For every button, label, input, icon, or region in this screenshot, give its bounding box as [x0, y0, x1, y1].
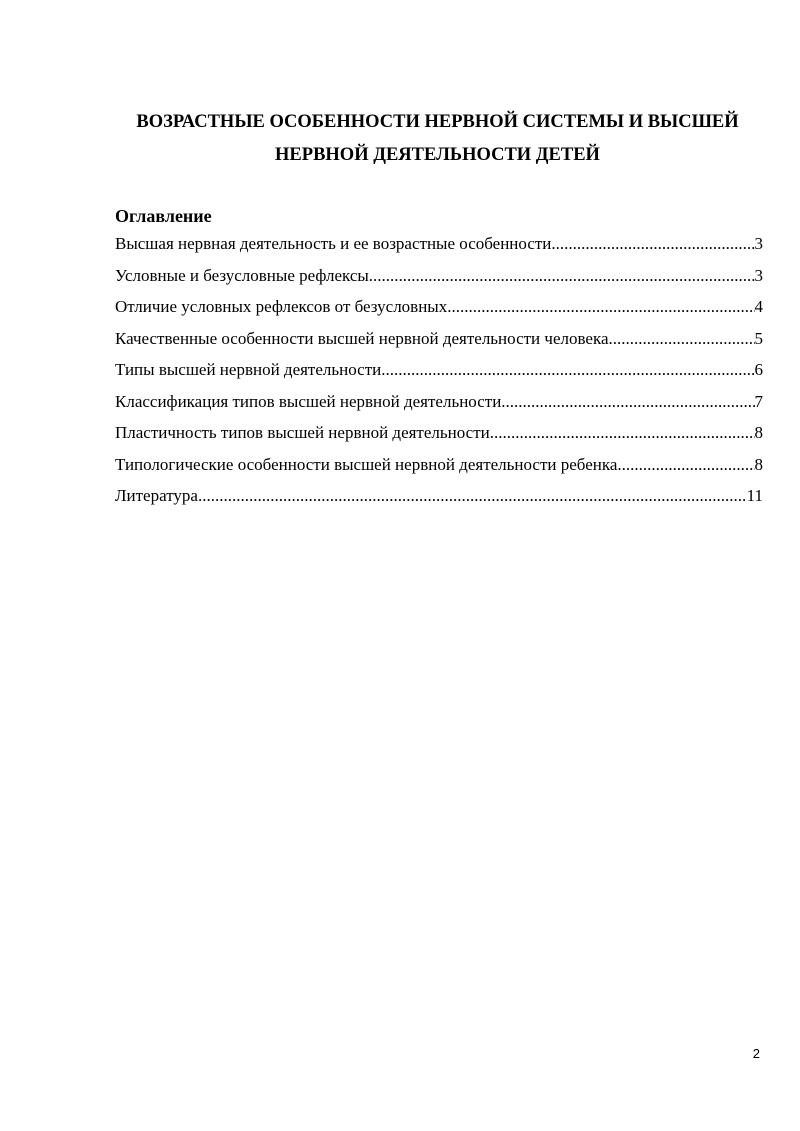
toc-entry[interactable] — [115, 228, 763, 260]
toc-entry-page: 11 — [746, 486, 763, 505]
toc-entry-title: Литература — [115, 486, 198, 505]
toc-entry-page: 8 — [754, 454, 763, 474]
toc-dot-leader — [198, 480, 747, 512]
toc-dot-leader — [381, 354, 754, 386]
toc-entry-title: Высшая нервная деятельность и ее возрастные особенности — [115, 234, 552, 253]
toc-entry-title: Качественные особенности высшей нервной деятельности человека — [115, 328, 609, 348]
toc-entry[interactable] — [115, 417, 763, 449]
toc-entry-title: Классификация типов высшей нервной деятельности — [115, 391, 502, 411]
toc-entry[interactable] — [115, 386, 763, 418]
toc-dot-leader — [609, 323, 755, 355]
toc-dot-leader — [369, 260, 755, 292]
document-title-line-1: ВОЗРАСТНЫЕ ОСОБЕННОСТИ НЕРВНОЙ СИСТЕМЫ И ВЫСШЕЙ — [136, 112, 739, 132]
toc-entry-page: 3 — [754, 234, 763, 253]
toc-entry-title: Отличие условных рефлексов от безусловных — [115, 297, 448, 316]
toc-entry[interactable] — [115, 291, 763, 323]
toc-entry-title: Условные и безусловные рефлексы — [115, 265, 369, 285]
toc-dot-leader — [490, 417, 755, 449]
document-title-line-2: НЕРВНОЙ ДЕЯТЕЛЬНОСТИ ДЕТЕЙ — [275, 145, 600, 165]
toc-entry-page: 5 — [754, 328, 763, 348]
toc-entry-title: Типы высшей нервной деятельности — [115, 360, 382, 379]
table-of-contents — [115, 228, 763, 512]
toc-entry[interactable] — [115, 480, 763, 512]
toc-entry[interactable] — [115, 260, 763, 292]
toc-heading: Оглавление — [115, 206, 212, 226]
document-title — [100, 106, 775, 172]
toc-entry[interactable] — [115, 323, 763, 355]
toc-entry-page: 3 — [754, 265, 763, 285]
toc-entry-page: 6 — [754, 360, 763, 379]
toc-dot-leader — [447, 291, 754, 323]
toc-entry-page: 7 — [754, 391, 763, 411]
page-number: 2 — [752, 1046, 760, 1061]
toc-entry-title: Типологические особенности высшей нервной деятельности ребенка — [115, 454, 618, 474]
toc-entry-page: 4 — [754, 297, 763, 316]
toc-entry[interactable] — [115, 354, 763, 386]
toc-dot-leader — [501, 386, 754, 418]
toc-dot-leader — [551, 228, 754, 260]
toc-dot-leader — [617, 449, 754, 481]
toc-entry-page: 8 — [754, 423, 763, 442]
toc-entry-title: Пластичность типов высшей нервной деятельности — [115, 423, 490, 442]
toc-entry[interactable] — [115, 449, 763, 481]
